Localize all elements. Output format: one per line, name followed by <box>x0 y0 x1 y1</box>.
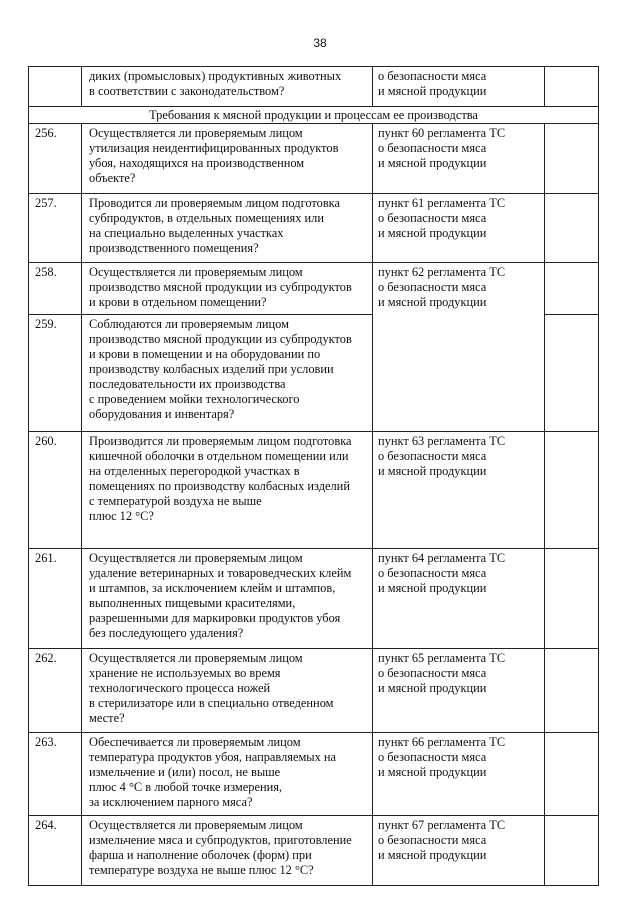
row-number: 264. <box>29 816 82 886</box>
question-cell: Проводится ли проверяемым лицом подготовка субпродуктов, в отдельных помещениях или на специально выделенных участках производственного помещения? <box>82 194 373 263</box>
result-cell <box>545 733 599 816</box>
question-cell: Осуществляется ли проверяемым лицом производство мясной продукции из субпродуктов и крови в отдельном помещении? <box>82 263 373 315</box>
result-cell <box>545 263 599 315</box>
result-cell <box>545 194 599 263</box>
question-cell: диких (промысловых) продуктивных животных в соответствии с законодательством? <box>82 67 373 107</box>
question-cell: Обеспечивается ли проверяемым лицом температура продуктов убоя, направляемых на измельчение и (или) посол, не выше плюс 4 °С в любой точке измерения, за исключением парного мяса? <box>82 733 373 816</box>
result-cell <box>545 315 599 432</box>
row-number: 256. <box>29 124 82 194</box>
row-number: 260. <box>29 432 82 549</box>
table-row <box>29 816 599 886</box>
reference-cell: пункт 63 регламента ТС о безопасности мяса и мясной продукции <box>373 432 545 549</box>
section-title: Требования к мясной продукции и процессам ее производства <box>29 107 599 124</box>
reference-cell: о безопасности мяса и мясной продукции <box>373 67 545 107</box>
section-header-row <box>29 107 599 124</box>
question-cell: Осуществляется ли проверяемым лицом утилизация неидентифицированных продуктов убоя, находящихся на производственном объекте? <box>82 124 373 194</box>
result-cell <box>545 67 599 107</box>
result-cell <box>545 649 599 733</box>
reference-cell: пункт 65 регламента ТС о безопасности мяса и мясной продукции <box>373 649 545 733</box>
result-cell <box>545 816 599 886</box>
result-cell <box>545 432 599 549</box>
question-cell: Соблюдаются ли проверяемым лицом производство мясной продукции из субпродуктов и крови в помещении и на оборудовании по производству колбасных изделий при условии последовательности их производства с проведением мойки технологического оборудования и инвентаря? <box>82 315 373 432</box>
table-row-continued <box>29 67 599 107</box>
page-number: 38 <box>313 36 327 50</box>
question-cell: Осуществляется ли проверяемым лицом хранение не используемых во время технологического процесса ножей в стерилизаторе или в специально отведенном месте? <box>82 649 373 733</box>
question-cell: Осуществляется ли проверяемым лицом измельчение мяса и субпродуктов, приготовление фарша и наполнение оболочек (форм) при температуре воздуха не выше плюс 12 °С? <box>82 816 373 886</box>
row-number: 262. <box>29 649 82 733</box>
table-row <box>29 194 599 263</box>
result-cell <box>545 124 599 194</box>
question-cell: Осуществляется ли проверяемым лицом удаление ветеринарных и товароведческих клейм и штампов, за исключением клейм и штампов, выполненных пищевыми красителями, разрешенными для маркировки продуктов убоя без последующего удаления? <box>82 549 373 649</box>
reference-cell: пункт 61 регламента ТС о безопасности мяса и мясной продукции <box>373 194 545 263</box>
row-number: 257. <box>29 194 82 263</box>
row-number: 258. <box>29 263 82 315</box>
row-number: 263. <box>29 733 82 816</box>
table-row <box>29 124 599 194</box>
checklist-table <box>28 66 599 886</box>
table-row <box>29 649 599 733</box>
reference-cell: пункт 67 регламента ТС о безопасности мяса и мясной продукции <box>373 816 545 886</box>
table-row <box>29 263 599 315</box>
table-row <box>29 733 599 816</box>
row-number <box>29 67 82 107</box>
row-number: 259. <box>29 315 82 432</box>
reference-cell: пункт 62 регламента ТС о безопасности мяса и мясной продукции <box>373 263 545 432</box>
reference-cell: пункт 64 регламента ТС о безопасности мяса и мясной продукции <box>373 549 545 649</box>
reference-cell: пункт 66 регламента ТС о безопасности мяса и мясной продукции <box>373 733 545 816</box>
result-cell <box>545 549 599 649</box>
question-cell: Производится ли проверяемым лицом подготовка кишечной оболочки в отдельном помещении или на отделенных перегородкой участках в помещениях по производству колбасных изделий с температурой воздуха не выше плюс 12 °С? <box>82 432 373 549</box>
table-row <box>29 432 599 549</box>
table-row <box>29 549 599 649</box>
row-number: 261. <box>29 549 82 649</box>
reference-cell: пункт 60 регламента ТС о безопасности мяса и мясной продукции <box>373 124 545 194</box>
